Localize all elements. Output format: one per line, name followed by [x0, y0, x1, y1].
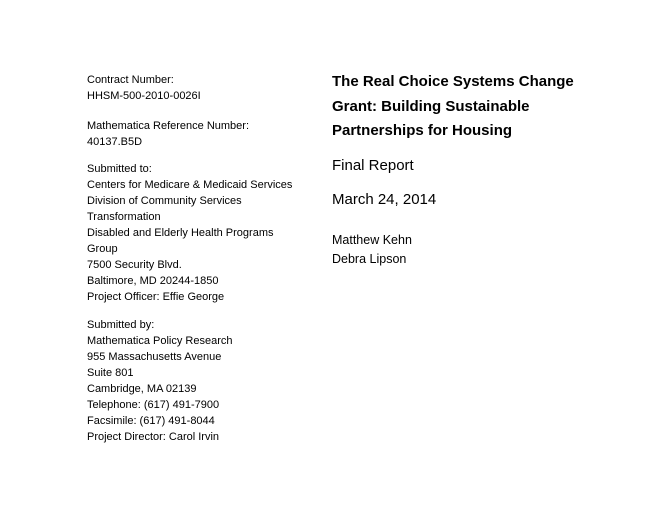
- report-title-line: The Real Choice Systems Change: [332, 73, 574, 90]
- reference-number-label: Mathematica Reference Number:: [87, 120, 250, 132]
- submitted-to-line: 7500 Security Blvd.: [87, 259, 182, 271]
- reference-number-value: 40137.B5D: [87, 136, 143, 148]
- author-name: Debra Lipson: [332, 252, 407, 266]
- submitted-to-line: Baltimore, MD 20244-1850: [87, 275, 219, 287]
- submitted-to-line: Centers for Medicare & Medicaid Services: [87, 179, 293, 191]
- report-title-line: Partnerships for Housing: [332, 122, 513, 139]
- submitted-by-line: Mathematica Policy Research: [87, 335, 233, 347]
- submitted-to-line: Division of Community Services: [87, 195, 242, 207]
- report-title-line: Grant: Building Sustainable: [332, 97, 530, 115]
- submitted-to-line: Group: [87, 243, 118, 255]
- submitted-by-label: Submitted by:: [87, 319, 155, 331]
- submitted-to-block: [87, 161, 292, 305]
- submitted-by-block: [87, 317, 233, 445]
- submitted-to-line: Transformation: [87, 211, 161, 223]
- submitted-to-line: Disabled and Elderly Health Programs: [87, 227, 274, 239]
- contract-number-value: HHSM-500-2010-0026I: [87, 90, 201, 102]
- project-director: Project Director: Carol Irvin: [87, 431, 220, 443]
- submitted-by-line: Suite 801: [87, 367, 134, 379]
- contract-number-label: Contract Number:: [87, 74, 174, 86]
- report-date: March 24, 2014: [332, 191, 437, 208]
- report-title: [332, 70, 574, 144]
- author-name: Matthew Kehn: [332, 233, 412, 247]
- submitted-by-line: 955 Massachusetts Avenue: [87, 351, 222, 363]
- submitted-to-label: Submitted to:: [87, 163, 152, 175]
- telephone: Telephone: (617) 491-7900: [87, 399, 220, 411]
- project-officer: Project Officer: Effie George: [87, 291, 225, 303]
- report-type: Final Report: [332, 157, 414, 174]
- authors: [332, 231, 412, 269]
- contract-number-block: [87, 72, 201, 104]
- facsimile: Facsimile: (617) 491-8044: [87, 415, 215, 427]
- reference-number-block: [87, 118, 249, 150]
- submitted-by-line: Cambridge, MA 02139: [87, 383, 197, 395]
